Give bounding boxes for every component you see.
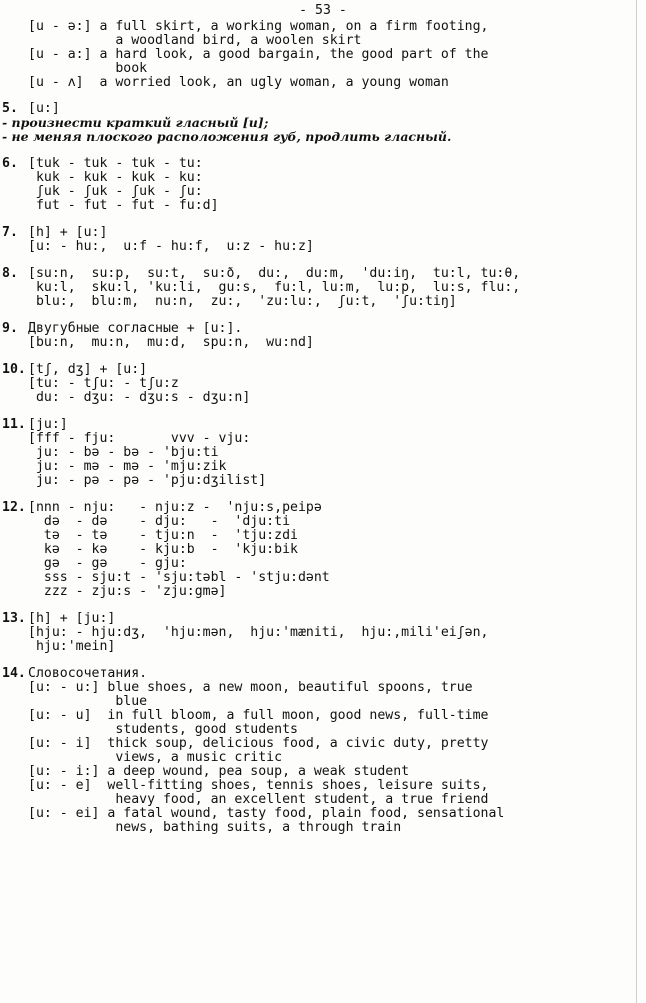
exercise-number: 10. xyxy=(2,362,26,377)
text-line: a woodland bird, a woolen skirt xyxy=(28,33,362,48)
exercise-number: 14. xyxy=(2,666,26,681)
text-line: hju:'mein] xyxy=(28,639,116,654)
exercise-number: 8. xyxy=(2,266,18,281)
text-line: [u - ʌ] a worried look, an ugly woman, a young woman xyxy=(28,75,449,90)
text-line: [tʃ, dʒ] + [u:] xyxy=(28,362,148,377)
exercise-number: 7. xyxy=(2,225,18,240)
text-line: [u - a:] a hard look, a good bargain, the good part of the xyxy=(28,47,489,62)
text-line: students, good students xyxy=(28,722,298,737)
text-line: ju: - bə - bə - 'bju:ti xyxy=(28,445,219,460)
page-number: - 53 - xyxy=(299,3,347,18)
text-line: - произнести краткий гласный [u]; xyxy=(2,115,269,130)
text-line: [hju: - hju:dʒ, 'hju:mən, hju:'mæniti, hju:,mili'eiʃən, xyxy=(28,625,489,640)
text-line: [u: - e] well-fitting shoes, tennis shoes, leisure suits, xyxy=(28,778,489,793)
text-line: ju: - mə - mə - 'mju:zik xyxy=(28,459,227,474)
text-line: views, a music critic xyxy=(28,750,283,765)
exercise-number: 11. xyxy=(2,417,26,432)
text-line: [tuk - tuk - tuk - tu: xyxy=(28,156,203,171)
text-line: du: - dʒu: - dʒu:s - dʒu:n] xyxy=(28,390,251,405)
text-line: book xyxy=(28,61,148,76)
text-line: [tu: - tʃu: - tʃu:z xyxy=(28,376,179,391)
exercise-number: 6. xyxy=(2,156,18,171)
text-line: ku:l, sku:l, 'ku:li, gu:s, fu:l, lu:m, lu:p, lu:s, flu:, xyxy=(28,280,521,295)
text-line: [bu:n, mu:n, mu:d, spu:n, wu:nd] xyxy=(28,335,314,350)
text-line: heavy food, an excellent student, a true friend xyxy=(28,792,489,807)
text-line: [u: - i] thick soup, delicious food, a civic duty, pretty xyxy=(28,736,489,751)
text-line: - не меняя плоского расположения губ, продлить гласный. xyxy=(2,129,452,144)
text-line: Словосочетания. xyxy=(28,666,148,681)
text-line: fut - fut - fut - fu:d] xyxy=(28,198,219,213)
exercise-number: 9. xyxy=(2,321,18,336)
text-line: [nnn - nju: - nju:z - 'nju:s,peipə xyxy=(28,500,322,515)
text-line: [h] + [ju:] xyxy=(28,611,116,626)
text-line: ju: - pə - pə - 'pju:dʒilist] xyxy=(28,473,267,488)
text-line: [fff - fju: vvv - vju: xyxy=(28,431,251,446)
text-line: də - də - dju: - 'dju:ti xyxy=(28,514,291,529)
text-line: [su:n, su:p, su:t, su:ð, du:, du:m, 'du:iŋ, tu:l, tu:θ, xyxy=(28,266,521,281)
text-line: kə - kə - kju:b - 'kju:bik xyxy=(28,542,298,557)
text-line: news, bathing suits, a through train xyxy=(28,820,402,835)
binding-edge xyxy=(636,0,637,1003)
text-line: [h] + [u:] xyxy=(28,225,108,240)
text-line: [u: - u] in full bloom, a full moon, good news, full-time xyxy=(28,708,489,723)
exercise-number: 5. xyxy=(2,101,18,116)
text-line: [ju:] xyxy=(28,417,68,432)
text-line: [u: - i:] a deep wound, pea soup, a weak student xyxy=(28,764,410,779)
text-line: blu:, blu:m, nu:n, zu:, 'zu:lu:, ʃu:t, 'ʃu:tiŋ] xyxy=(28,294,457,309)
text-line: [u: - hu:, u:f - hu:f, u:z - hu:z] xyxy=(28,239,314,254)
exercise-number: 12. xyxy=(2,500,26,515)
exercise-number: 13. xyxy=(2,611,26,626)
text-line: tə - tə - tju:n - 'tju:zdi xyxy=(28,528,298,543)
text-line: kuk - kuk - kuk - ku: xyxy=(28,170,203,185)
text-line: [u - ə:] a full skirt, a working woman, on a firm footing, xyxy=(28,19,489,34)
text-line: [u: - ei] a fatal wound, tasty food, plain food, sensational xyxy=(28,806,505,821)
text-line: sss - sju:t - 'sju:təbl - 'stju:dənt xyxy=(28,570,330,585)
text-line: Двугубные согласные + [u:]. xyxy=(28,321,243,336)
text-line: gə - gə - gju: xyxy=(28,556,187,571)
text-line: [u: - u:] blue shoes, a new moon, beautiful spoons, true xyxy=(28,680,473,695)
text-line: zzz - zju:s - 'zju:gmə] xyxy=(28,584,227,599)
text-line: [u:] xyxy=(28,101,60,116)
text-line: blue xyxy=(28,694,148,709)
text-line: ʃuk - ʃuk - ʃuk - ʃu: xyxy=(28,184,203,199)
